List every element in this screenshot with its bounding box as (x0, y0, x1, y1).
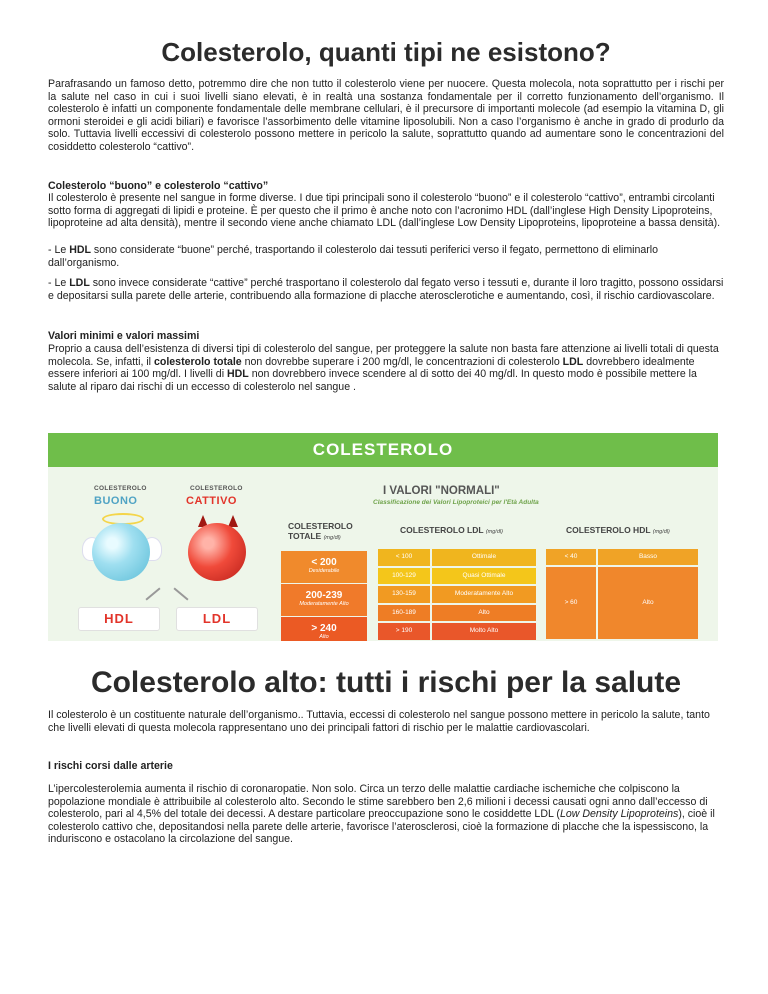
values-title: I VALORI "NORMALI" (383, 485, 500, 498)
infographic-header: COLESTEROLO (48, 433, 718, 467)
buono-label: BUONO (94, 495, 138, 508)
section-heading-valori: Valori minimi e valori massimi (48, 330, 200, 343)
ldl-text: sono invece considerate “cattive” perché trasportano il colesterolo dal fegato verso i tessuti e, durante il loro tragitto, possono ossidarsi e depositarsi sulla parete delle arterie, contribuendo alla formazione di placche aterosclerotiche e aumentando, così, il rischio cardiovascolare. (48, 277, 724, 302)
buono-small-label: COLESTEROLO (94, 485, 147, 493)
ldl-desc-cell: Quasi Ottimale (432, 568, 536, 585)
col-head-ldl: COLESTEROLO LDL (mg/dl) (400, 525, 503, 536)
ldl-value-cell: 160-189 (378, 605, 430, 622)
hdl-dash: - Le (48, 243, 70, 256)
hdl-value-cell: > 60 (546, 567, 596, 639)
hdl-molecule-icon (92, 523, 150, 581)
arrow-ldl-icon (173, 588, 188, 601)
hdl-text: sono considerate “buone” perché, trasportando il colesterolo dai tessuti periferici verso il fegato, permettono di eliminarlo dall’organismo. (48, 243, 659, 269)
arrow-hdl-icon (145, 588, 160, 601)
hdl-desc-cell: Alto (598, 567, 698, 639)
title-main: Colesterolo, quanti tipi ne esistono? (161, 37, 611, 67)
hdl-badge: HDL (78, 607, 160, 631)
total-cell: > 240 Alto (281, 617, 367, 641)
hdl-value-cell: < 40 (546, 549, 596, 565)
intro-paragraph: Parafrasando un famoso detto, potremmo dire che non tutto il colesterolo viene per nuocere. Questa molecola, nota soprattutto per i rischi per la salute nel caso in cui i suoi livelli siano elevati, è in realtà una sostanza fondamentale per il corretto funzionamento dell’organismo. Il colesterolo è infatti un componente fondamentale delle membrane cellulari, è il precursore di importanti molecole (ad esempio la vitamina D, gli ormoni steroidei e gli acidi biliari) e favorisce l’assorbimento delle vitamine liposolubili. Non a caso l’organismo è anche in grado di produrlo da solo. Tuttavia livelli eccessivi di colesterolo possono mettere in pericolo la salute, soprattutto quando ad aumentare sono le concentrazioni del cosiddetto colesterolo “cattivo”. (48, 78, 724, 153)
cattivo-label: CATTIVO (186, 495, 237, 508)
colesterolo-infographic (48, 433, 718, 641)
total-cell: < 200 Desiderabile (281, 551, 367, 583)
section-heading-buono-cattivo: Colesterolo “buono” e colesterolo “cattivo” (48, 179, 269, 192)
ldl-paragraph (48, 277, 724, 302)
section-text-rischi: Il colesterolo è un costituente naturale dell’organismo.. Tuttavia, eccessi di colesterolo nel sangue possono mettere in pericolo la salute, tanto che livelli elevati di questa molecola rappresentano uno dei principali fattori di rischio per le malattie cardiovascolari. (48, 709, 710, 734)
col-head-hdl: COLESTEROLO HDL (mg/dl) (566, 525, 670, 536)
ldl-value-cell: > 190 (378, 623, 430, 640)
ldl-desc-cell: Alto (432, 605, 536, 622)
ldl-dash: - Le (48, 277, 70, 290)
ldl-badge: LDL (176, 607, 258, 631)
cattivo-small-label: COLESTEROLO (190, 485, 243, 493)
ldl-desc-cell: Molto Alto (432, 623, 536, 640)
ldl-molecule-icon (188, 523, 246, 581)
document-page (48, 0, 724, 846)
ldl-value-cell: < 100 (378, 549, 430, 566)
section-heading-arterie: I rischi corsi dalle arterie (48, 760, 173, 773)
values-subtitle: Classificazione dei Valori Lipoproteici per l'Età Adulta (373, 499, 539, 507)
hdl-bold: HDL (69, 243, 91, 256)
col-head-totale: COLESTEROLO TOTALE (mg/dl) (288, 521, 353, 542)
ldl-desc-cell: Ottimale (432, 549, 536, 566)
ldl-value-cell: 130-159 (378, 586, 430, 603)
section-text-buono-cattivo: Il colesterolo è presente nel sangue in forme diverse. I due tipi principali sono il colesterolo “buono” e il colesterolo “cattivo”, entrambi circolanti sotto forma di aggregati di lipidi e proteine. È per questo che il primo è anche noto con l’acronimo HDL (dall’inglese High Density Lipoproteins, lipoproteine ad alta densità), mentre il secondo viene anche chiamato LDL (dall’inglese Low Density Lipoproteins, lipoproteine a bassa densità). (48, 192, 721, 230)
title-secondary: Colesterolo alto: tutti i rischi per la salute (90, 666, 682, 700)
section-text-arterie: L’ipercolesterolemia aumenta il rischio di coronaropatie. Non solo. Circa un terzo delle malattie cardiache ischemiche che colpiscono la popolazione mondiale è attribuibile al colesterolo alto. Secondo le stime sarebbero ben 2,6 milioni i decessi causati ogni anno dall’eccesso di colesterolo, pari al 4,5% del totale dei decessi. A destare particolare preoccupazione sono le cosiddette LDL (Low Density Lipoproteins), cioè il colesterolo cattivo che, depositandosi nella parete delle arterie, favorisce l’aterosclerosi, cioè la formazione di placche che la ispessiscono, la induriscono e ostacolano la circolazione del sangue. (48, 783, 715, 846)
ldl-bold: LDL (69, 277, 90, 290)
hdl-desc-cell: Basso (598, 549, 698, 565)
section-text-valori: Proprio a causa dell’esistenza di diversi tipi di colesterolo del sangue, per proteggere la salute non basta fare attenzione ai livelli totali di questa molecola. Se, infatti, il colesterolo totale non dovrebbe superare i 200 mg/dl, le concentrazioni di colesterolo LDL dovrebbero idealmente essere inferiori ai 100 mg/dl. I livelli di HDL non dovrebbero invece scendere al di sotto dei 40 mg/dl. In questo modo è possibile mettere la salute al riparo dai rischi di un eccesso di colesterolo nel sangue . (48, 342, 719, 393)
hdl-paragraph (48, 244, 724, 269)
ldl-desc-cell: Moderatamente Alto (432, 586, 536, 603)
ldl-value-cell: 100-129 (378, 568, 430, 585)
total-cell: 200-239 Moderatamente Alto (281, 584, 367, 616)
